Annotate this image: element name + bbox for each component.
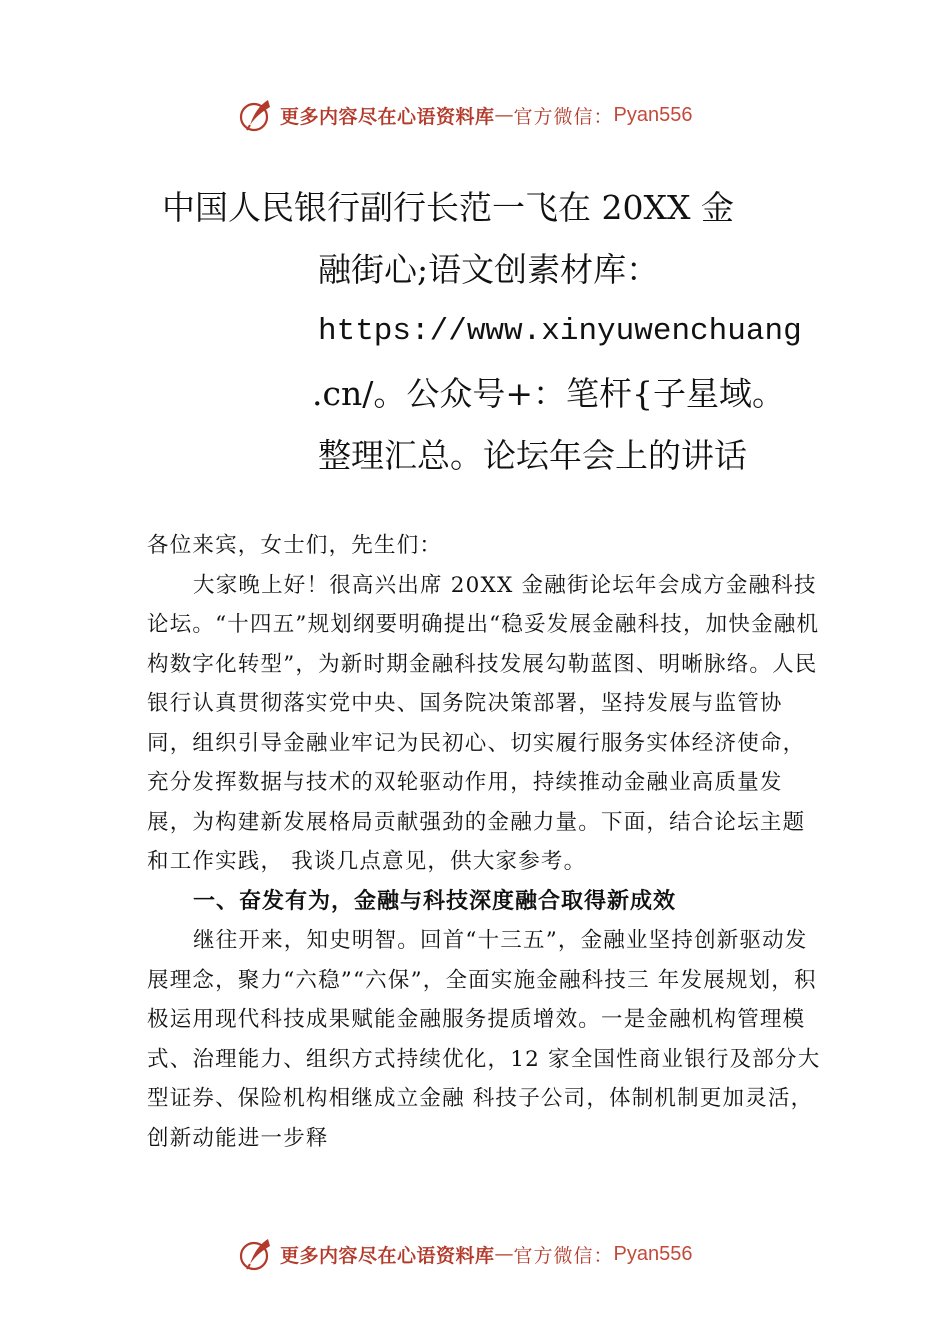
- footer-banner: [238, 1234, 693, 1274]
- footer-dash: —: [494, 1243, 514, 1265]
- quill-logo-icon: [238, 1236, 274, 1272]
- title-line-2: 融街心;语文创素材库：: [318, 250, 660, 289]
- title-line-3: https://www.xinyuwenchuang: [318, 314, 802, 349]
- title-line-5: 整理汇总。论坛年会上的讲话: [318, 436, 747, 475]
- banner-wechat-label: 官方微信：: [513, 105, 614, 128]
- header-banner: [238, 95, 693, 135]
- footer-wechat-label: 官方微信：: [513, 1244, 614, 1267]
- banner-wechat-id: Pyan556: [613, 103, 693, 126]
- section-heading-1: 一、奋发有为，金融与科技深度融合取得新成效: [193, 888, 677, 914]
- paragraph-1: 大家晚上好！很高兴出席 20XX 金融街论坛年会成方金融科技论坛。“十四五”规划纲要明确提出“稳妥发展金融科技，加快金融机构数字化转型”，为新时期金融科技发展勾勒蓝图、明晰脉络。人民银行认真贯彻落实党中央、国务院决策部署，坚持发展与监管协同，组织引导金融业牢记为民初心、切实履行服务实体经济使命，充分发挥数据与技术的双轮驱动作用，持续推动金融业高质量发展，为构建新发展格局贡献强劲的金融力量。下面，结合论坛主题和工作实践， 我谈几点意见，供大家参考。: [147, 572, 820, 874]
- quill-logo-icon: [238, 97, 274, 133]
- footer-wechat-id: Pyan556: [613, 1242, 693, 1265]
- title-line-1: 中国人民银行副行长范一飞在 20XX 金: [162, 188, 734, 227]
- document-body: [147, 526, 827, 1158]
- banner-brand: 更多内容尽在心语资料库: [280, 105, 495, 128]
- footer-brand: 更多内容尽在心语资料库: [280, 1244, 495, 1267]
- banner-dash: —: [494, 104, 514, 126]
- paragraph-2: 继往开来，知史明智。回首“十三五”，金融业坚持创新驱动发展理念，聚力“六稳”“六保”，全面实施金融科技三 年发展规划，积极运用现代科技成果赋能金融服务提质增效。一是金融机构管理模式、治理能力、组织方式持续优化，12 家全国性商业银行及部分大型证券、保险机构相继成立金融 科技子公司，体制机制更加灵活，创新动能进一步释: [147, 928, 821, 1151]
- salutation: 各位来宾，女士们，先生们：: [147, 533, 443, 558]
- title-line-4: .cn/。公众号+：笔杆{子星域。: [312, 374, 785, 413]
